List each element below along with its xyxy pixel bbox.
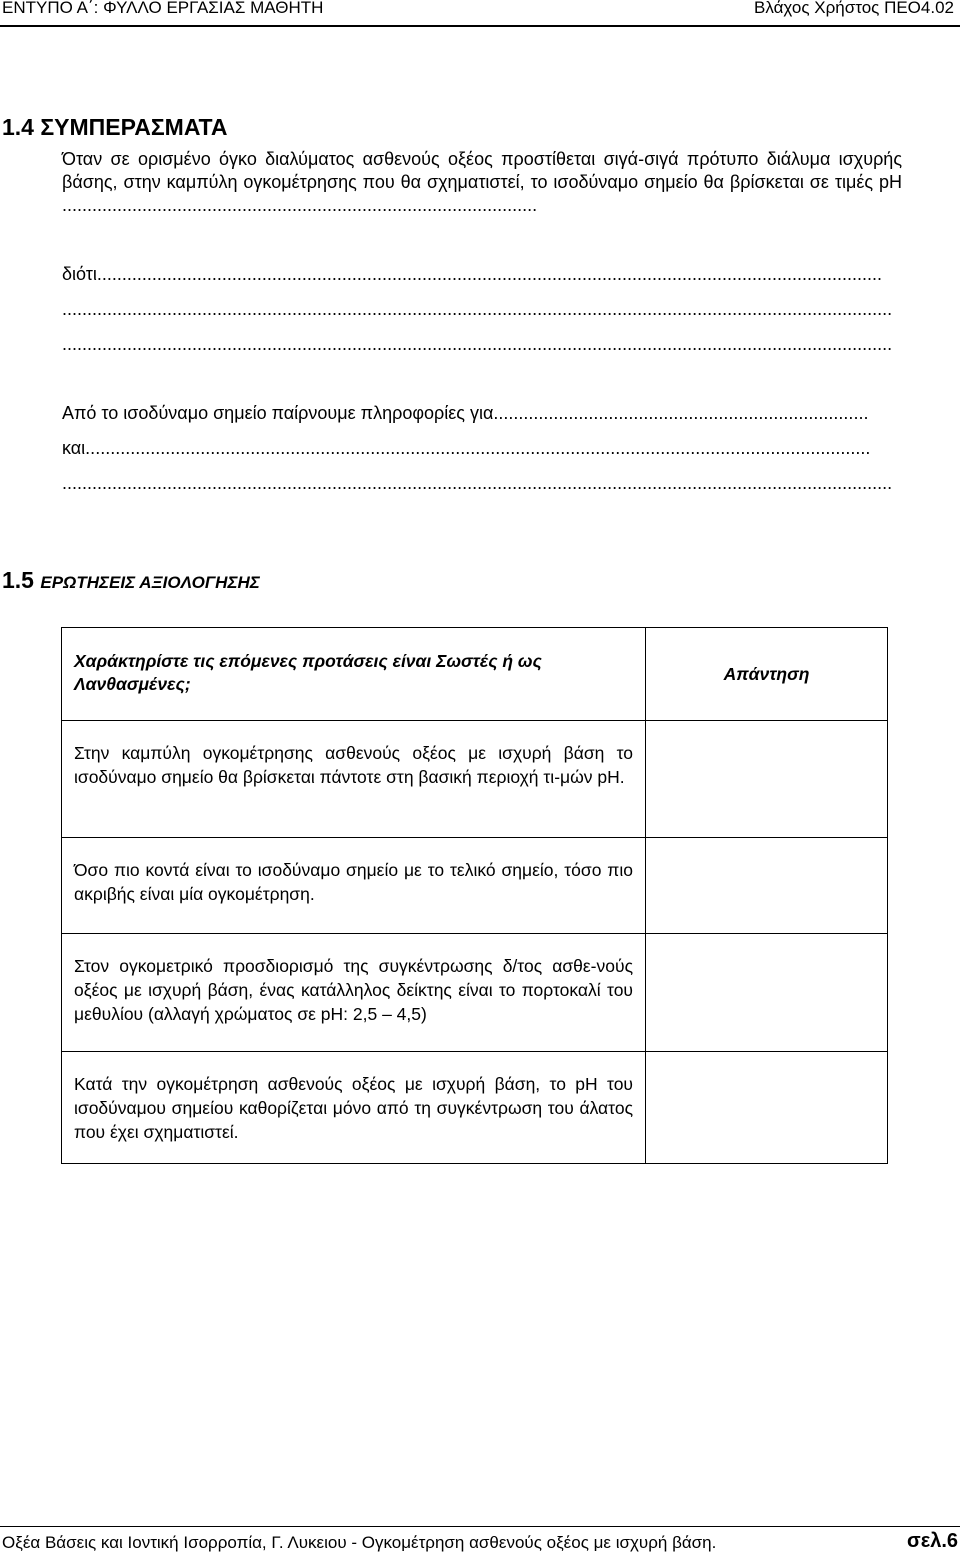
fill-line-kai: και............................................................................................................................................................. bbox=[62, 438, 871, 458]
evaluation-table bbox=[61, 627, 888, 1164]
fill-line-blank: ...................................................................................................................................................................... bbox=[62, 299, 893, 319]
table-row bbox=[62, 838, 888, 934]
table-header-row bbox=[62, 628, 888, 721]
fill-line-info: Από το ισοδύναμο σημείο παίρνουμε πληροφορίες για........................................................................... bbox=[62, 403, 869, 423]
conclusions-title: 1.4 ΣΥΜΠΕΡΑΣΜΑΤΑ bbox=[2, 114, 228, 140]
column-header-answer: Απάντηση bbox=[646, 628, 888, 721]
footer-divider bbox=[0, 1526, 960, 1527]
column-header-question: Χαράκτηρίστε τις επόμενες προτάσεις είναι Σωστές ή ως Λανθασμένες; bbox=[62, 628, 646, 721]
table-row bbox=[62, 721, 888, 838]
answer-cell[interactable] bbox=[646, 721, 888, 838]
answer-cell[interactable] bbox=[646, 838, 888, 934]
fill-line-blank: ...................................................................................................................................................................... bbox=[62, 473, 893, 493]
table-row bbox=[62, 934, 888, 1052]
header-left: ΕΝΤΥΠΟ Α΄: ΦΥΛΛΟ ΕΡΓΑΣΙΑΣ ΜΑΘΗΤΗ bbox=[2, 0, 324, 17]
fill-line-blank: ...................................................................................................................................................................... bbox=[62, 334, 893, 354]
answer-cell[interactable] bbox=[646, 934, 888, 1052]
question-cell: Στην καμπύλη ογκομέτρησης ασθενούς οξέος με ισχυρή βάση το ισοδύναμο σημείο θα βρίσκεται πάντοτε στη βασική περιοχή τι-μών pH. bbox=[62, 721, 646, 838]
answer-cell[interactable] bbox=[646, 1052, 888, 1164]
evaluation-title-text: ΕΡΩΤΗΣΕΙΣ ΑΞΙΟΛΟΓΗΣΗΣ bbox=[40, 573, 260, 592]
evaluation-title bbox=[2, 567, 260, 594]
header-divider bbox=[0, 25, 960, 27]
conclusions-paragraph: Όταν σε ορισμένο όγκο διαλύματος ασθενούς οξέος προστίθεται σιγά-σιγά πρότυπο διάλυμα ισχυρής βάσης, στην καμπύλη ογκομέτρησης που θα σχηματιστεί, το ισοδύναμο σημείο θα βρίσκεται σε τιμές pH ............................................................................................... bbox=[62, 149, 902, 215]
table-row bbox=[62, 1052, 888, 1164]
question-cell: Όσο πιο κοντά είναι το ισοδύναμο σημείο με το τελικό σημείο, τόσο πιο ακριβής είναι μία ογκομέτρηση. bbox=[62, 838, 646, 934]
evaluation-title-number: 1.5 bbox=[2, 567, 41, 593]
header-right: Βλάχος Χρήστος ΠΕΟ4.02 bbox=[754, 0, 954, 17]
page-number: σελ.6 bbox=[907, 1530, 958, 1552]
question-cell: Στον ογκομετρικό προσδιορισμό της συγκέντρωσης δ/τος ασθε-νούς οξέος με ισχυρή βάση, ένας κατάλληλος δείκτης είναι το πορτοκαλί του μεθυλίου (αλλαγή χρώματος σε pH: 2,5 – 4,5) bbox=[62, 934, 646, 1052]
fill-line-dioti: διότι............................................................................................................................................................. bbox=[62, 264, 883, 284]
question-cell: Κατά την ογκομέτρηση ασθενούς οξέος με ισχυρή βάση, το pH του ισοδύναμου σημείου καθορίζεται μόνο από τη συγκέντρωση του άλατος που έχει σχηματιστεί. bbox=[62, 1052, 646, 1164]
footer-left: Οξέα Βάσεις και Ιοντική Ισορροπία, Γ. Λυκειου - Ογκομέτρηση ασθενούς οξέος με ισχυρή βάση. bbox=[2, 1533, 717, 1552]
